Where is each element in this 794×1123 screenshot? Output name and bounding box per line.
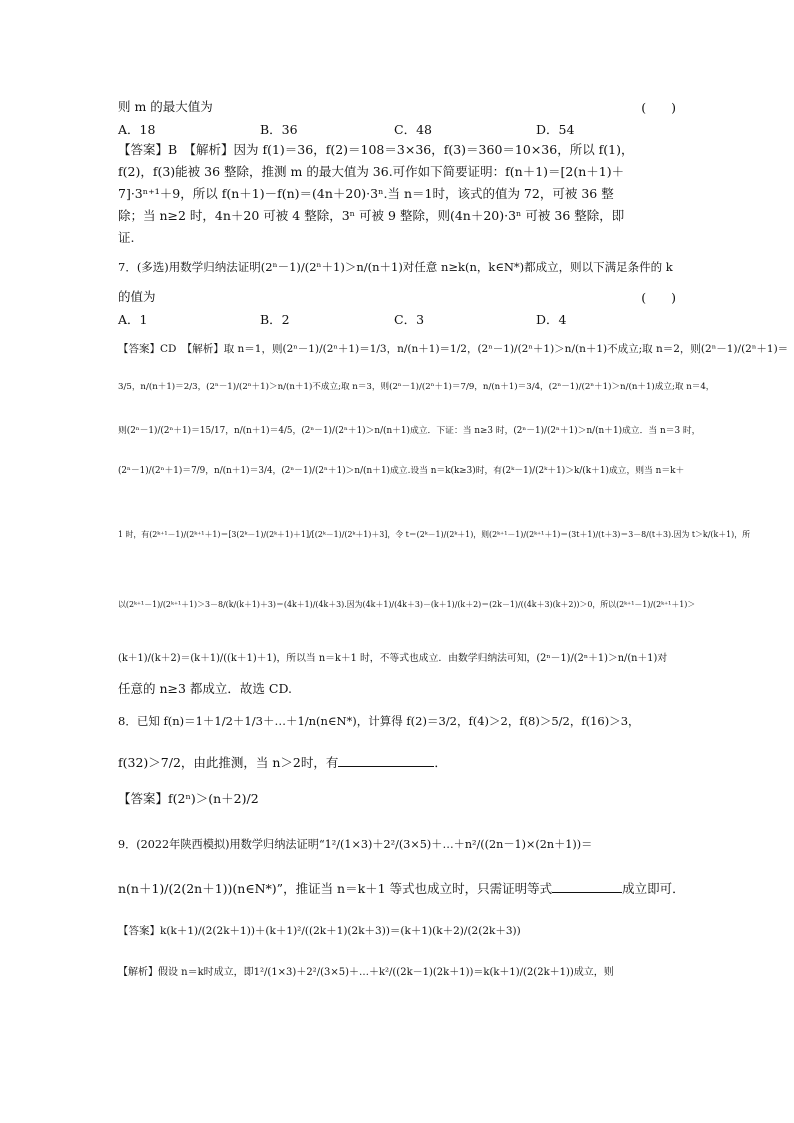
q7-option-a: A．1 bbox=[118, 312, 148, 327]
q7-analysis-tag: 【解析】 bbox=[186, 343, 224, 355]
q6-answer: B bbox=[168, 142, 178, 157]
q6-analysis-line: 7]·3ⁿ⁺¹＋9，所以 f(n＋1)－f(n)＝(4n＋20)·3ⁿ.当 n＝1时，该式的值为 72，可被 36 整 bbox=[118, 186, 614, 201]
q7-answer-paren: ( ) bbox=[641, 290, 676, 305]
q7-option-d: D．4 bbox=[536, 312, 567, 327]
q7-analysis-line: (2ⁿ－1)/(2ⁿ＋1)＝7/9，n/(n＋1)＝3/4，(2ⁿ－1)/(2ⁿ＋1)＞n/(n＋1)成立.设当 n＝k(k≥3)时，有(2ᵏ－1)/(2ᵏ＋1)＞k/(k＋1)成立，则当 n＝k＋ bbox=[118, 466, 685, 476]
q7-analysis-line: 取 n＝1，则(2ⁿ－1)/(2ⁿ＋1)＝1/3，n/(n＋1)＝1/2，(2ⁿ－1)/(2ⁿ＋1)＞n/(n＋1)不成立;取 n＝2，则(2ⁿ－1)/(2ⁿ＋1)＝ bbox=[223, 343, 789, 355]
q9-answer-tag: 【答案】 bbox=[118, 925, 160, 937]
q8-stem-end: ． bbox=[434, 755, 447, 770]
q9-analysis-tag: 【解析】 bbox=[118, 967, 158, 978]
q7-option-b: B．2 bbox=[260, 312, 290, 327]
q7-option-c: C．3 bbox=[394, 312, 425, 327]
q7-stem: 7．(多选)用数学归纳法证明(2ⁿ－1)/(2ⁿ＋1)＞n/(n＋1)对任意 n≥k(n，k∈N*)都成立，则以下满足条件的 k bbox=[118, 260, 673, 274]
q9-answer-line bbox=[118, 922, 678, 940]
q8-answer-line bbox=[118, 790, 678, 808]
q6-option-c: C．48 bbox=[394, 122, 432, 137]
q9-stem: 9．(2022年陕西模拟)用数学归纳法证明“1²/(1×3)＋2²/(3×5)＋…＋n²/((2n－1)×(2n＋1))＝ bbox=[118, 838, 593, 851]
q9-analysis-line bbox=[118, 964, 678, 982]
q9-answer-blank[interactable] bbox=[552, 880, 622, 893]
q6-analysis-line: 除；当 n≥2 时，4n＋20 可被 4 整除，3ⁿ 可被 9 整除，则(4n＋20)·3ⁿ 可被 36 整除，即 bbox=[118, 208, 625, 223]
q7-analysis-line: 任意的 n≥3 都成立．故选 CD. bbox=[118, 681, 293, 696]
q8-answer: f(2ⁿ)＞(n＋2)/2 bbox=[168, 791, 259, 806]
q6-option-b: B．36 bbox=[260, 122, 298, 137]
q7-answer-tag: 【答案】 bbox=[118, 343, 160, 355]
q6-stem-end: 则 m 的最大值为 bbox=[118, 99, 213, 114]
q6-answer-paren: ( ) bbox=[641, 100, 676, 115]
q7-answer: CD bbox=[160, 343, 177, 355]
q6-option-a: A．18 bbox=[118, 122, 156, 137]
q8-answer-blank[interactable] bbox=[338, 754, 434, 767]
q6-answer-tag: 【答案】 bbox=[118, 142, 169, 157]
q7-analysis-line: (k＋1)/(k＋2)＝(k＋1)/((k＋1)＋1)，所以当 n＝k＋1 时，不等式也成立．由数学归纳法可知，(2ⁿ－1)/(2ⁿ＋1)＞n/(n＋1)对 bbox=[118, 653, 668, 664]
q6-analysis-tag: 【解析】 bbox=[189, 142, 234, 157]
q8-stem-text: f(32)＞7/2，由此推测，当 n＞2时，有 bbox=[118, 755, 339, 770]
q8-answer-tag: 【答案】 bbox=[118, 791, 169, 806]
q7-stem-line2: 的值为 bbox=[118, 289, 156, 304]
q6-analysis-line: f(2)，f(3)能被 36 整除，推测 m 的最大值为 36.可作如下简要证明：f(n＋1)＝[2(n＋1)＋ bbox=[118, 164, 625, 179]
q6-analysis-line: 证. bbox=[118, 230, 135, 245]
q6-analysis-line: 因为 f(1)＝36，f(2)＝108＝3×36，f(3)＝360＝10×36，所以 f(1)， bbox=[233, 142, 634, 157]
q9-stem-text: n(n＋1)/(2(2n＋1))(n∈N*)”，推证当 n＝k＋1 等式也成立时，只需证明等式 bbox=[118, 881, 553, 896]
q7-answer-line bbox=[118, 340, 789, 358]
q9-analysis: 假设 n＝k时成立，即1²/(1×3)＋2²/(3×5)＋…＋k²/((2k－1)(2k＋1))＝k(k＋1)/(2(2k＋1))成立，则 bbox=[158, 967, 614, 978]
q7-analysis-line: 1 时，有(2ᵏ⁺¹－1)/(2ᵏ⁺¹＋1)＝[3(2ᵏ－1)/(2ᵏ＋1)＋1]/[(2ᵏ－1)/(2ᵏ＋1)＋3]，令 t＝(2ᵏ－1)/(2ᵏ＋1)，则(2ᵏ⁺¹－1)/(2ᵏ⁺¹＋1)＝(3t＋1)/(t＋3)＝3－8/(t＋3).因为 t＞k/(k＋1)，所 bbox=[118, 530, 751, 539]
q9-answer: k(k＋1)/(2(2k＋1))＋(k＋1)²/((2k＋1)(2k＋3))＝(k＋1)(k＋2)/(2(2k＋3)) bbox=[160, 925, 521, 937]
q7-analysis-line: 3/5，n/(n＋1)＝2/3，(2ⁿ－1)/(2ⁿ＋1)＞n/(n＋1)不成立;取 n＝3，则(2ⁿ－1)/(2ⁿ＋1)＝7/9，n/(n＋1)＝3/4，(2ⁿ－1)/(2ⁿ＋1)＞n/(n＋1)成立;取 n＝4， bbox=[118, 382, 715, 392]
q6-option-d: D．54 bbox=[536, 122, 575, 137]
q8-stem: 8．已知 f(n)＝1＋1/2＋1/3＋…＋1/n(n∈N*)，计算得 f(2)＝3/2，f(4)＞2，f(8)＞5/2，f(16)＞3， bbox=[118, 714, 640, 728]
q9-stem-line2 bbox=[118, 880, 685, 898]
q6-answer-line bbox=[118, 141, 678, 159]
q8-stem-line2 bbox=[118, 754, 678, 772]
q9-stem-end: 成立即可． bbox=[622, 881, 685, 896]
q7-analysis-line: 以(2ᵏ⁺¹－1)/(2ᵏ⁺¹＋1)＞3－8/(k/(k＋1)＋3)＝(4k＋1)/(4k＋3).因为(4k＋1)/(4k＋3)－(k＋1)/(k＋2)＝(2k－1)/((4k＋3)(k＋2))＞0，所以(2ᵏ⁺¹－1)/(2ᵏ⁺¹＋1)＞ bbox=[118, 600, 696, 609]
q7-analysis-line: 则(2ⁿ－1)/(2ⁿ＋1)＝15/17，n/(n＋1)＝4/5，(2ⁿ－1)/(2ⁿ＋1)＞n/(n＋1)成立．下证：当 n≥3 时，(2ⁿ－1)/(2ⁿ＋1)＞n/(n＋1)成立．当 n＝3 时， bbox=[118, 426, 701, 436]
